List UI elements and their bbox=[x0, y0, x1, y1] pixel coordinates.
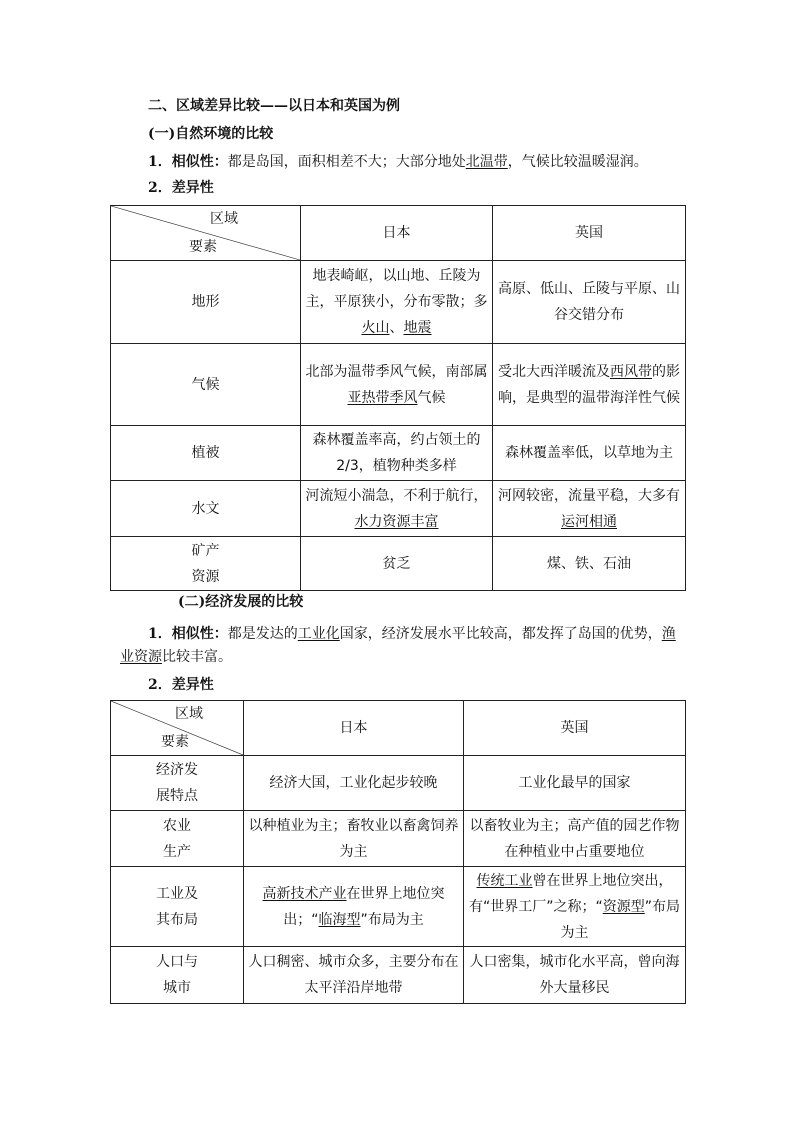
col-header-uk: 英国 bbox=[493, 206, 686, 261]
header-region-label: 区域 bbox=[210, 211, 238, 227]
cell-underline: 火山 bbox=[361, 320, 390, 336]
part2-similarity-underline1: 工业化 bbox=[297, 626, 340, 642]
cell-text: 受北大西洋暖流及 bbox=[498, 363, 610, 380]
factor-cell bbox=[111, 811, 244, 867]
header-factor-label: 要素 bbox=[161, 734, 189, 750]
part2-similarity-text-a: 都是发达的 bbox=[227, 626, 298, 642]
factor-cell: 植被 bbox=[111, 426, 301, 481]
table-header-row bbox=[111, 206, 686, 261]
part1-similarity-text-b: ，气候比较温暖湿润。 bbox=[507, 154, 648, 170]
table-row bbox=[111, 537, 686, 591]
japan-cell bbox=[301, 344, 493, 426]
part1-similarity-text-a: 都是岛国，面积相差不大；大部分地处 bbox=[227, 154, 466, 170]
uk-cell: 人口密集，城市化水平高，曾向海外大量移民 bbox=[464, 947, 686, 1004]
cell-text: ”布局为主 bbox=[560, 898, 681, 941]
table-row bbox=[111, 344, 686, 426]
uk-cell bbox=[493, 481, 686, 537]
part2-similarity-cont bbox=[120, 647, 232, 667]
factor-cell bbox=[111, 947, 244, 1004]
header-region-label: 区域 bbox=[175, 706, 203, 722]
factor-line: 城市 bbox=[163, 980, 191, 996]
uk-cell: 森林覆盖率低，以草地为主 bbox=[493, 426, 686, 481]
japan-cell bbox=[244, 867, 464, 947]
factor-line: 矿产 bbox=[191, 542, 220, 559]
part2-heading: (二)经济发展的比较 bbox=[178, 594, 304, 610]
section-title: 二、区域差异比较——以日本和英国为例 bbox=[148, 98, 400, 114]
cell-text: 在世界上地位突出；“ bbox=[283, 885, 445, 928]
part1-heading: (一)自然环境的比较 bbox=[148, 126, 274, 142]
factor-line: 人口与 bbox=[156, 954, 198, 970]
cell-text: 河网较密，流量平稳，大多有 bbox=[498, 487, 680, 504]
part1-similarity bbox=[148, 152, 648, 172]
japan-cell: 贫乏 bbox=[301, 537, 493, 591]
table-header-row bbox=[111, 701, 686, 756]
factor-line: 其布局 bbox=[156, 911, 198, 928]
part2-difference-label: 2．差异性 bbox=[148, 677, 214, 693]
diagonal-header-cell bbox=[111, 206, 301, 261]
uk-cell: 高原、低山、丘陵与平原、山谷交错分布 bbox=[493, 261, 686, 344]
japan-cell bbox=[301, 261, 493, 344]
uk-cell bbox=[464, 867, 686, 947]
table-row bbox=[111, 947, 686, 1004]
factor-line: 经济发 bbox=[156, 762, 198, 778]
factor-line: 工业及 bbox=[156, 885, 198, 902]
factor-line: 农业 bbox=[163, 817, 191, 834]
col-header-japan: 日本 bbox=[244, 701, 464, 756]
natural-comparison-table bbox=[110, 205, 686, 591]
cell-text: 、 bbox=[389, 320, 404, 336]
uk-cell: 以畜牧业为主；高产值的园艺作物在种植业中占重要地位 bbox=[464, 811, 686, 867]
part2-similarity bbox=[148, 620, 688, 648]
part1-similarity-underline: 北温带 bbox=[465, 154, 508, 170]
table-row bbox=[111, 867, 686, 947]
uk-cell bbox=[493, 344, 686, 426]
japan-cell: 经济大国，工业化起步较晚 bbox=[244, 756, 464, 811]
uk-cell: 煤、铁、石油 bbox=[493, 537, 686, 591]
cell-text: 河流短小湍急，不利于航行， bbox=[305, 487, 488, 504]
table-row bbox=[111, 481, 686, 537]
uk-cell: 工业化最早的国家 bbox=[464, 756, 686, 811]
factor-cell bbox=[111, 537, 301, 591]
cell-underline: 高新技术产业 bbox=[262, 885, 347, 902]
cell-text: ”布局为主 bbox=[360, 911, 424, 928]
japan-cell: 以种植业为主；畜牧业以畜禽饲养为主 bbox=[244, 811, 464, 867]
table-row bbox=[111, 261, 686, 344]
cell-text: 气候 bbox=[417, 389, 446, 406]
part1-difference-label: 2．差异性 bbox=[148, 180, 214, 196]
factor-cell: 地形 bbox=[111, 261, 301, 344]
cell-underline: 运河相通 bbox=[561, 513, 617, 530]
economic-comparison-table bbox=[110, 700, 686, 1004]
cell-underline: 地震 bbox=[403, 320, 432, 336]
table-row bbox=[111, 426, 686, 481]
cell-underline: 传统工业 bbox=[476, 872, 533, 889]
header-factor-label: 要素 bbox=[189, 239, 217, 255]
japan-cell: 森林覆盖率高，约占领土的2/3，植物种类多样 bbox=[301, 426, 493, 481]
cell-underline: 临海型 bbox=[318, 911, 361, 928]
part2-similarity-underline2a: 渔 bbox=[661, 626, 676, 642]
factor-line: 展特点 bbox=[156, 788, 198, 804]
factor-cell: 气候 bbox=[111, 344, 301, 426]
part1-similarity-label: 1．相似性： bbox=[148, 154, 228, 170]
col-header-japan: 日本 bbox=[301, 206, 493, 261]
cell-underline: 亚热带季风 bbox=[347, 389, 418, 406]
factor-cell bbox=[111, 867, 244, 947]
factor-cell: 水文 bbox=[111, 481, 301, 537]
cell-underline: 水力资源丰富 bbox=[354, 513, 439, 530]
cell-text: 北部为温带季风气候，南部属 bbox=[305, 363, 488, 380]
factor-cell bbox=[111, 756, 244, 811]
table-row bbox=[111, 756, 686, 811]
cell-underline: 资源型 bbox=[602, 898, 645, 915]
part2-similarity-underline2b: 业资源 bbox=[120, 649, 162, 665]
factor-line: 资源 bbox=[191, 568, 220, 585]
japan-cell: 人口稠密、城市众多，主要分布在太平洋沿岸地带 bbox=[244, 947, 464, 1004]
part2-similarity-text-b: 国家，经济发展水平比较高，都发挥了岛国的优势， bbox=[339, 626, 662, 642]
table-row bbox=[111, 811, 686, 867]
cell-text: 的影响，是典型的温带海洋性气候 bbox=[498, 363, 680, 406]
cell-underline: 西风带 bbox=[610, 363, 652, 380]
cell-text: 曾在世界上地位突出，有“世界工厂”之称；“ bbox=[468, 872, 673, 915]
factor-line: 生产 bbox=[163, 843, 191, 860]
japan-cell bbox=[301, 481, 493, 537]
col-header-uk: 英国 bbox=[464, 701, 686, 756]
part2-similarity-label: 1．相似性： bbox=[148, 626, 228, 642]
diagonal-header-cell bbox=[111, 701, 244, 756]
cell-text: 地表崎岖，以山地、丘陵为主，平原狭小，分布零散；多 bbox=[305, 268, 488, 310]
part2-similarity-text-c: 比较丰富。 bbox=[162, 649, 232, 665]
